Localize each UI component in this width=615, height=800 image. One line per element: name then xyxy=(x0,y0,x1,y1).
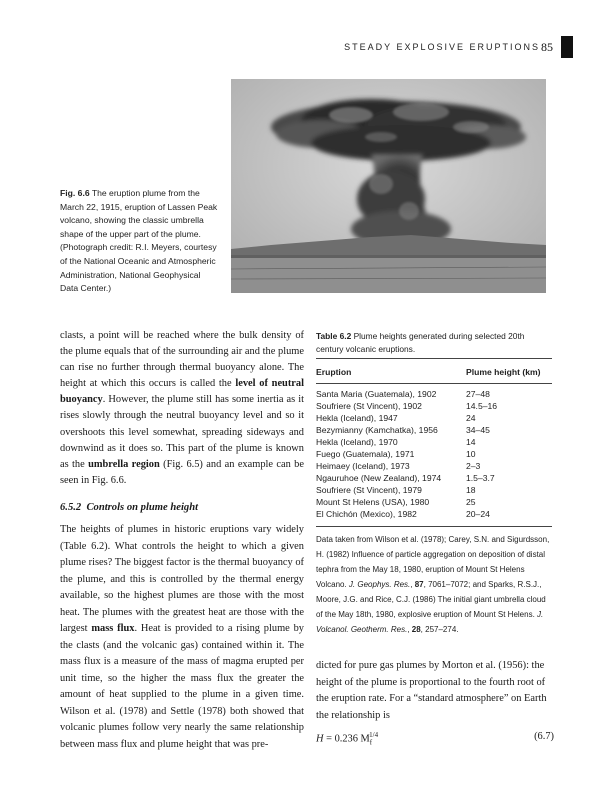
para1-text-c: (Fig. 6.5) and an example can be seen in Fig. 6.6. xyxy=(60,458,304,486)
table-row xyxy=(316,485,552,497)
table-header-rule xyxy=(316,383,552,384)
table-header-eruption: Eruption xyxy=(316,367,352,377)
table-cell-eruption: Hekla (Iceland), 1970 xyxy=(316,437,398,447)
table-label: Table 6.2 xyxy=(316,331,352,341)
table-row xyxy=(316,425,552,437)
refs-volume-1: 87 xyxy=(414,580,424,589)
table-top-rule xyxy=(316,358,552,359)
running-title: STEADY EXPLOSIVE ERUPTIONS xyxy=(344,42,540,52)
table-cell-eruption: Santa Maria (Guatemala), 1902 xyxy=(316,389,437,399)
table-cell-height: 14.5–16 xyxy=(466,401,498,411)
equation-number: (6.7) xyxy=(534,731,554,742)
table-cell-height: 27–48 xyxy=(466,389,490,399)
table-cell-eruption: Heimaey (Iceland), 1973 xyxy=(316,461,410,471)
para1-text-b: . However, the plume still has some inertia as it rises slowly through the neutral buoyancy level and so it overshoots this level somewhat, spreading sideways and downwind as it does so. This part of the plume is known as the xyxy=(60,394,304,470)
refs-text-e: , 257–274. xyxy=(420,625,459,634)
table-row xyxy=(316,473,552,485)
figure-caption xyxy=(60,187,220,296)
table-cell-height: 25 xyxy=(466,497,476,507)
table-cell-height: 34–45 xyxy=(466,425,490,435)
table-caption-text: Plume heights generated during selected 20th century volcanic eruptions. xyxy=(316,331,525,354)
table-cell-eruption: Hekla (Iceland), 1947 xyxy=(316,413,398,423)
table-cell-height: 2–3 xyxy=(466,461,481,471)
table-references xyxy=(316,532,552,637)
table-cell-height: 18 xyxy=(466,485,476,495)
term-umbrella-region: umbrella region xyxy=(88,458,160,470)
table-cell-height: 14 xyxy=(466,437,476,447)
page-tab-marker xyxy=(561,36,573,58)
equation-subscript: f xyxy=(369,738,373,747)
table-cell-eruption: Fuego (Guatemala), 1971 xyxy=(316,449,415,459)
refs-journal-2: J. Volcanol. Geotherm. Res. xyxy=(316,610,544,634)
section-heading xyxy=(60,502,198,513)
table-cell-height: 1.5–3.7 xyxy=(466,473,495,483)
para2-text-b: . Heat is provided to a rising plume by the clasts (and the volcanic gas) contained within it. The mass flux is a measure of the mass of magma erupted per unit time, so the higher the mass flux the greater the amount of heat supplied to the plume in a given time. Wilson et al. (1978) and Settle (1978) both showed that volcanic plumes follow very nearly the same relationship between mass flux and plume height that was pre- xyxy=(60,623,305,750)
term-neutral-buoyancy: level of neutral buoyancy xyxy=(60,378,304,406)
table-cell-eruption: Mount St Helens (USA), 1980 xyxy=(316,497,430,507)
table-row xyxy=(316,497,552,509)
table-cell-height: 10 xyxy=(466,449,476,459)
para1-text-a: clasts, a point will be reached where the bulk density of the plume equals that of the surrounding air and the plume can rise no further through thermal buoyancy alone. The height at which this occurs is called the xyxy=(60,330,304,390)
table-cell-eruption: El Chichón (Mexico), 1982 xyxy=(316,509,417,519)
equation-lhs: H xyxy=(316,733,324,745)
table-cell-eruption: Soufriere (St Vincent), 1902 xyxy=(316,401,422,411)
equation-6-7 xyxy=(316,731,554,747)
table-row xyxy=(316,449,552,461)
table-cell-eruption: Bezymianny (Kamchatka), 1956 xyxy=(316,425,438,435)
figure-label: Fig. 6.6 xyxy=(60,188,90,198)
left-column-paragraph-2 xyxy=(60,522,304,753)
refs-text-a: Data taken from Wilson et al. (1978); Carey, S.N. and Sigurdsson, H. (1982) Influence of particle aggregation on deposition of distal tephra from the May 18, 1980, eruption of Mount St Helens Volcano. xyxy=(316,535,550,589)
figure-caption-text: The eruption plume from the March 22, 1915, eruption of Lassen Peak volcano, showing the classic umbrella shape of the upper part of the plume. (Photograph credit: R.I. Meyers, courtesy of the National Oceanic and Atmospheric Administration, National Geophysical Data Center.) xyxy=(60,188,218,294)
section-title: Controls on plume height xyxy=(86,502,199,513)
page-number: 85 xyxy=(541,40,553,54)
table-cell-height: 24 xyxy=(466,413,476,423)
equation-superscript: 1/4 xyxy=(369,731,379,739)
table-caption xyxy=(316,330,548,356)
para2-text-a: The heights of plumes in historic eruptions vary widely (Table 6.2). What controls the height to which a given plume rises? The biggest factor is the thermal buoyancy of the plume, and this is controlled by the thermal energy available, so the highest plumes are those with the most heat. The plumes with the greatest heat are those with the largest xyxy=(60,524,304,634)
table-row xyxy=(316,389,552,401)
term-mass-flux: mass flux xyxy=(91,623,135,634)
table-cell-eruption: Ngauruhoe (New Zealand), 1974 xyxy=(316,473,442,483)
eruption-plume-photo xyxy=(231,79,546,293)
table-header-height: Plume height (km) xyxy=(466,367,541,377)
table-bottom-rule xyxy=(316,526,552,527)
refs-journal-1: J. Geophys. Res. xyxy=(348,580,411,589)
equation-rhs: = 0.236 M xyxy=(323,733,370,745)
right-column-paragraph: dicted for pure gas plumes by Morton et al. (1956): the height of the plume is proportional to the fourth root of the eruption rate. For a “standard atmosphere” on Earth the relationship is xyxy=(316,660,547,721)
table-cell-height: 20–24 xyxy=(466,509,490,519)
section-number: 6.5.2 xyxy=(60,502,82,513)
left-column-paragraph-1 xyxy=(60,328,304,489)
table-row xyxy=(316,461,552,473)
refs-sep-2: , xyxy=(407,625,412,634)
refs-sep-1: , xyxy=(410,580,415,589)
table-row xyxy=(316,509,552,521)
table-cell-eruption: Soufriere (St Vincent), 1979 xyxy=(316,485,422,495)
table-row xyxy=(316,413,552,425)
refs-volume-2: 28 xyxy=(411,625,421,634)
table-row xyxy=(316,401,552,413)
refs-text-c: , 7061–7072; and Sparks, R.S.J., Moore, J.G. and Rice, C.J. (1986) The initial giant umbrella cloud of the May 18th, 1980, explosive eruption of Mount St Helens. xyxy=(316,580,546,619)
table-row xyxy=(316,437,552,449)
